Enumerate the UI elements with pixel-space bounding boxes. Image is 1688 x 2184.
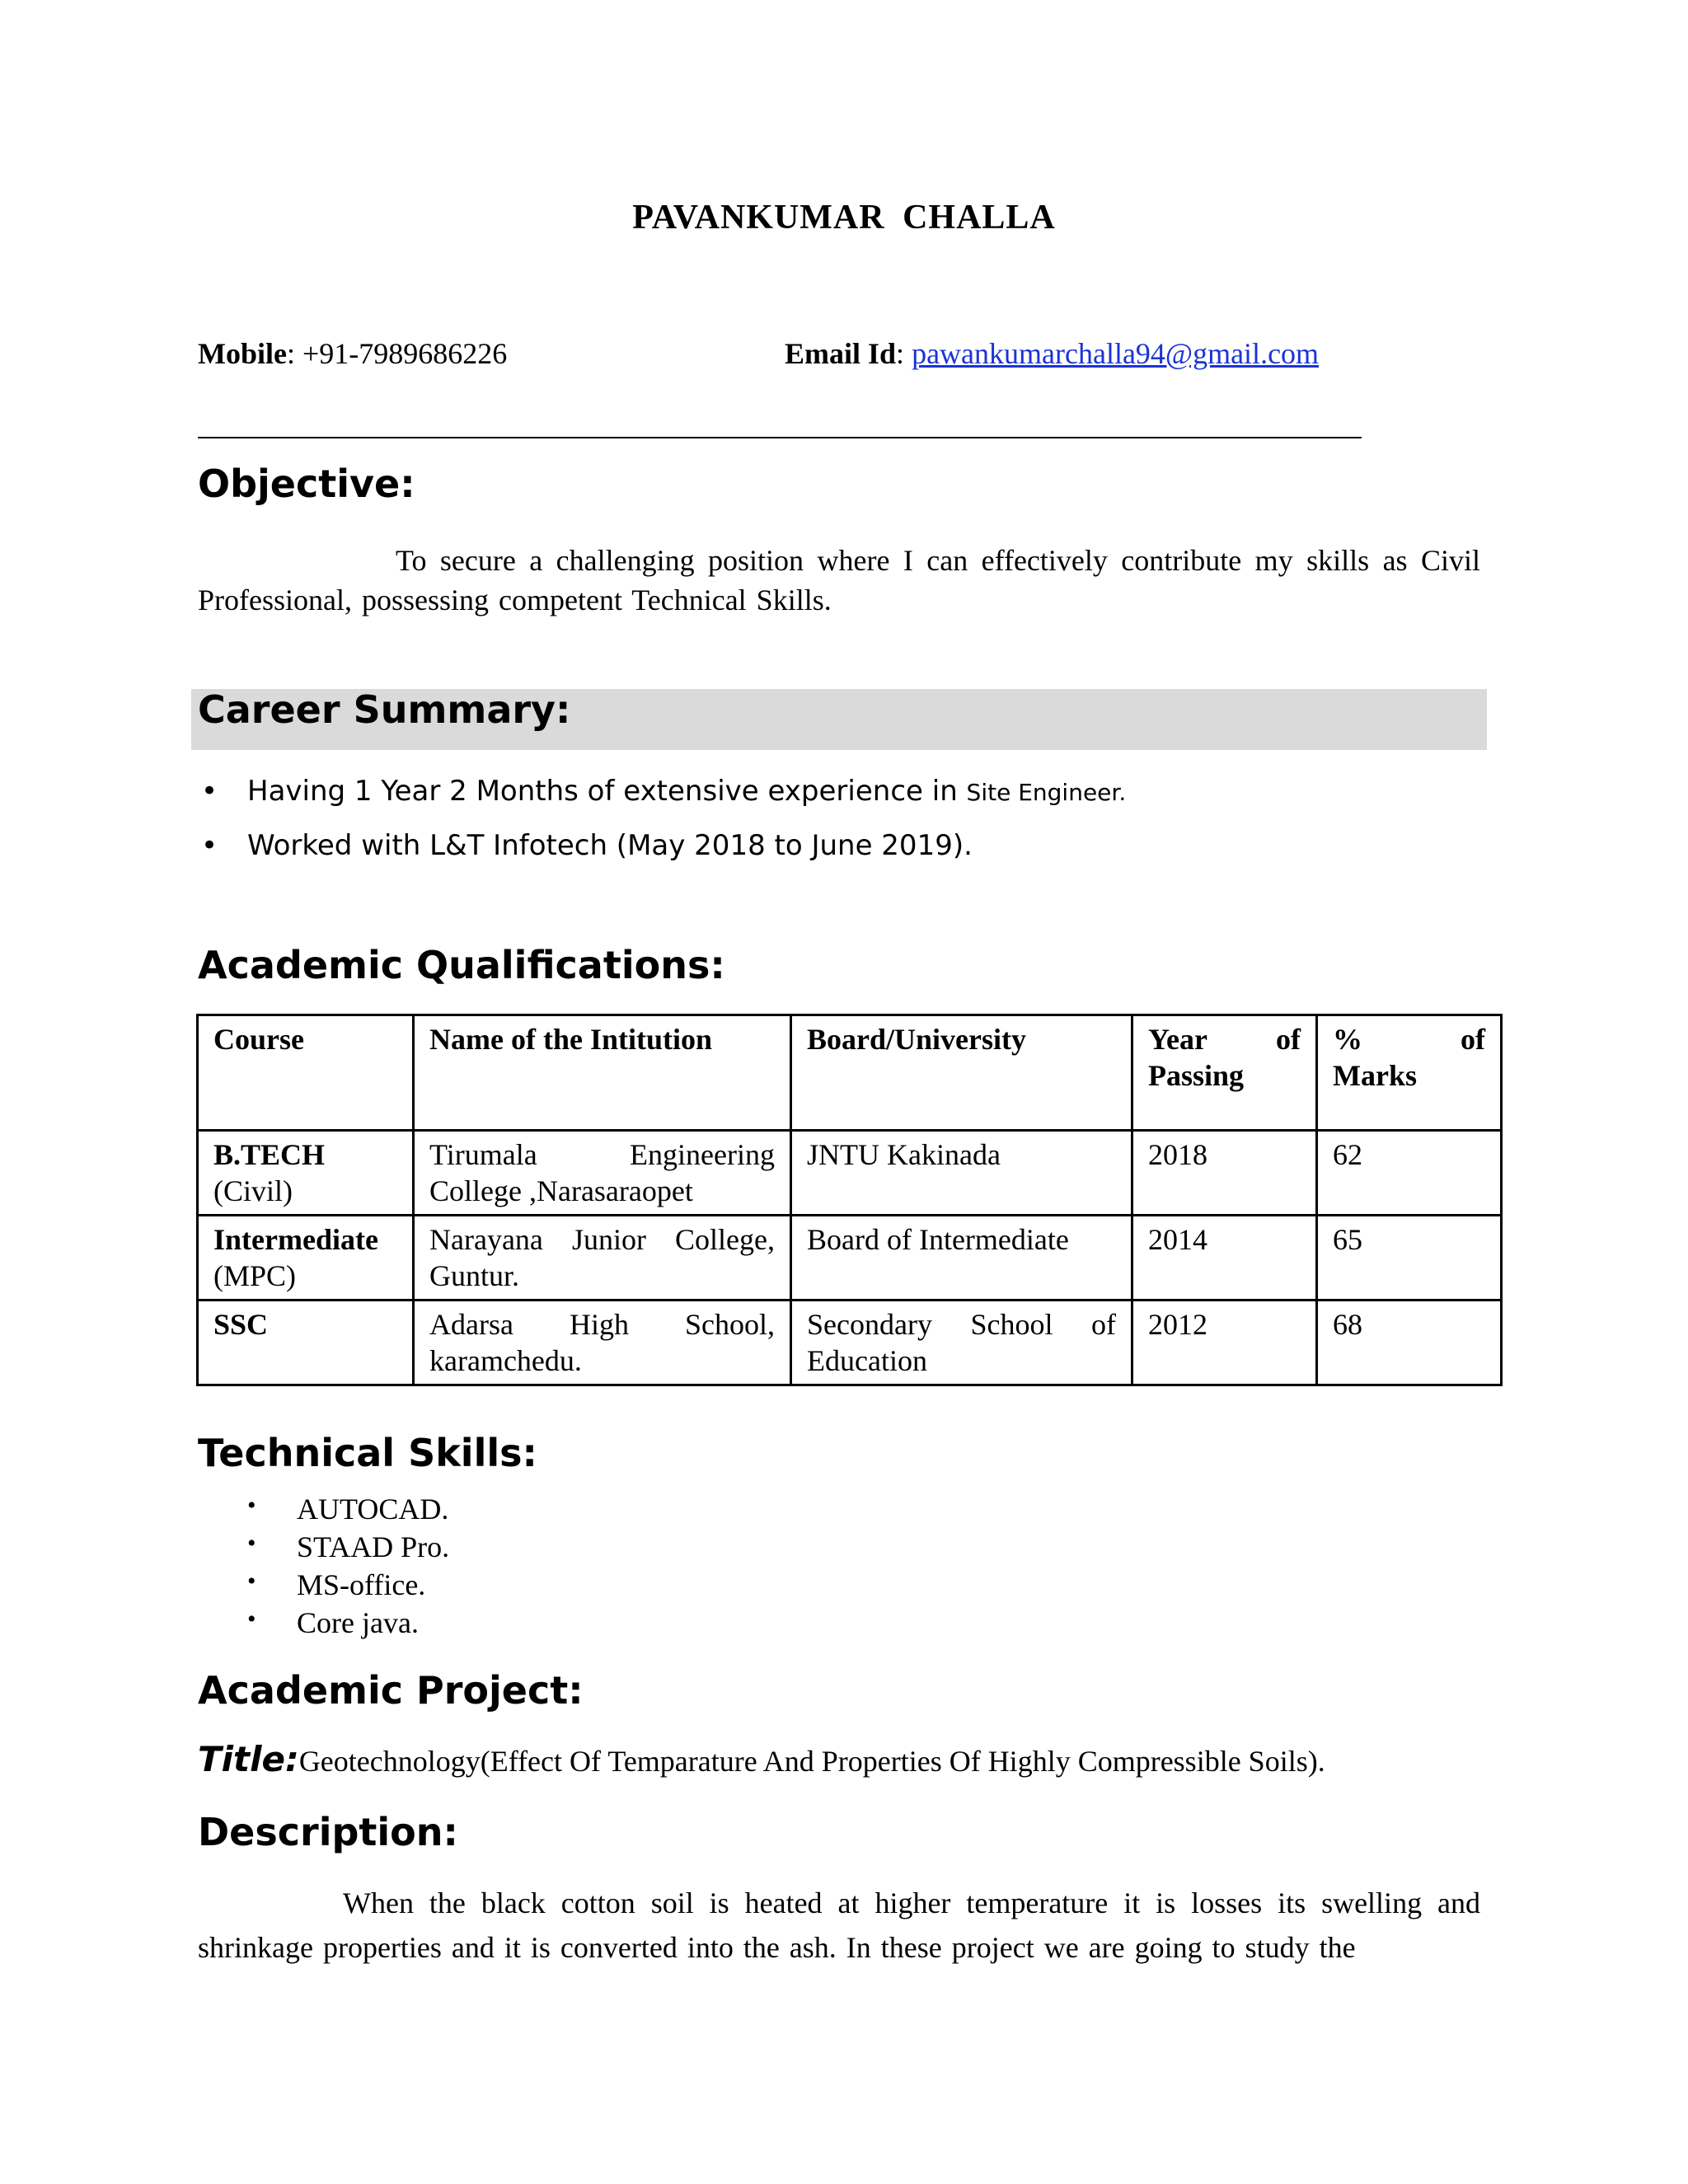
academic-heading: Academic Qualifications: bbox=[198, 943, 725, 987]
email-label: Email Id bbox=[785, 337, 897, 370]
candidate-name: PAVANKUMAR CHALLA bbox=[632, 199, 1056, 237]
project-title-value: Geotechnology(Effect Of Temparature And Properties Of Highly Compressible Soils). bbox=[298, 1745, 1325, 1778]
table-header-row bbox=[198, 1015, 1502, 1131]
career-summary-heading: Career Summary: bbox=[198, 687, 571, 732]
project-title-line bbox=[198, 1739, 1325, 1779]
bullet-icon: • bbox=[201, 829, 218, 862]
mobile-line bbox=[198, 336, 507, 371]
email-link[interactable]: pawankumarchalla94@gmail.com bbox=[912, 337, 1320, 370]
email-separator: : bbox=[896, 337, 912, 370]
project-title-label: Title: bbox=[198, 1739, 299, 1779]
academic-table bbox=[196, 1014, 1503, 1386]
col-course: Course bbox=[198, 1015, 414, 1131]
table-row: B.TECH (Civil) Tirumala Engineering College ,Narasaraopet JNTU Kakinada 2018 62 bbox=[198, 1131, 1502, 1216]
col-year: Year of Passing bbox=[1132, 1015, 1317, 1131]
bullet-icon: • bbox=[247, 1492, 256, 1519]
table-row: SSC Adarsa High School, karamchedu. Secondary School of Education 2012 68 bbox=[198, 1301, 1502, 1385]
email-line bbox=[785, 336, 1319, 371]
col-board: Board/University bbox=[791, 1015, 1132, 1131]
objective-heading: Objective: bbox=[198, 462, 415, 506]
description-text: When the black cotton soil is heated at higher temperature it is losses its swelling and shrinkage properties and it is converted into the ash. In these project we are going to study the bbox=[198, 1886, 1480, 1964]
bullet-icon: • bbox=[247, 1530, 256, 1557]
technical-skills-heading: Technical Skills: bbox=[198, 1431, 537, 1475]
description-heading: Description: bbox=[198, 1810, 458, 1854]
table-row: Intermediate (MPC) Narayana Junior College, Guntur. Board of Intermediate 2014 65 bbox=[198, 1216, 1502, 1301]
academic-project-heading: Academic Project: bbox=[198, 1668, 584, 1713]
mobile-label: Mobile bbox=[198, 337, 287, 370]
col-marks: % of Marks bbox=[1317, 1015, 1502, 1131]
mobile-value: : +91-7989686226 bbox=[286, 337, 508, 370]
bullet-icon: • bbox=[247, 1605, 256, 1633]
bullet-icon: • bbox=[201, 775, 218, 808]
header-divider bbox=[198, 437, 1362, 438]
bullet-icon: • bbox=[247, 1568, 256, 1595]
resume-page: PAVANKUMAR CHALLA Mobile: +91-7989686226 Email Id: pawankumarchalla94@gmail.com Objective: To secure a challenging position where I can effectively contribute my skills as Civil Professional, possessing competent Technical Skills. Career Summary: • Having 1 Year 2 Months of extensive experience in Site Engineer. • Worked with L&T Infotech (May 2018 to June 2019). Academic Qualifications: Course Name of the Intitution Board/University Year of Passing % of Marks B.TECH (Civil) Tirumala Engineering College ,Narasaraopet JNTU Kakinada 2018 62 Intermediate (MPC) Narayana Junior College, Guntur. Board of Intermediate 2014 65 SSC Adarsa High School, karamchedu. Secondary School of Education 2012 68 Technical Skills: • AUTOCAD. • STAAD Pro. • MS-office. • Core java. Academic Project: Title:Geotechnology(Effect Of Temparature And Properties Of Highly Compressible Soils). Description: When the black cotton soil is heated at higher temperature it is losses its swelling and shrinkage properties and it is converted into the ash. In these project we are going to study the bbox=[0, 0, 1688, 2184]
objective-text: To secure a challenging position where I can effectively contribute my skills as Civil Professional, possessing competent Technical Skills. bbox=[198, 544, 1480, 616]
col-institution: Name of the Intitution bbox=[414, 1015, 791, 1131]
